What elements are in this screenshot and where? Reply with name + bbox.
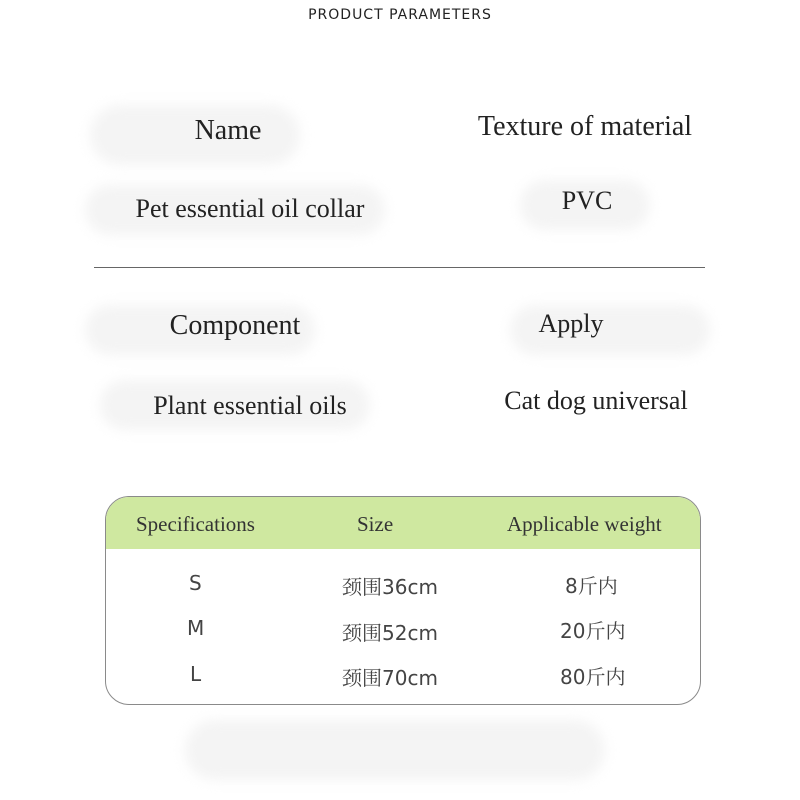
header-size: Size (357, 512, 394, 536)
section-divider (94, 267, 705, 268)
page-title: PRODUCT PARAMETERS (308, 7, 492, 23)
spec-table (105, 496, 701, 705)
name-label: Name (194, 115, 262, 146)
table-cell-size: 颈围70cm (342, 666, 438, 690)
table-cell-spec: L (190, 662, 202, 686)
apply-value: Cat dog universal (504, 386, 688, 415)
component-value: Plant essential oils (153, 391, 347, 420)
material-value: PVC (561, 186, 613, 215)
table-cell-weight: 8斤内 (565, 574, 618, 598)
material-label: Texture of material (477, 111, 693, 142)
component-label: Component (169, 310, 301, 341)
table-cell-weight: 80斤内 (560, 665, 626, 689)
table-cell-size: 颈围36cm (342, 575, 438, 599)
table-cell-weight: 20斤内 (560, 619, 626, 643)
table-header-row (106, 497, 700, 549)
apply-label: Apply (538, 309, 604, 338)
background-glow (185, 720, 605, 780)
table-cell-size: 颈围52cm (342, 621, 438, 645)
table-cell-spec: S (189, 571, 202, 595)
name-value: Pet essential oil collar (135, 194, 365, 223)
header-specifications: Specifications (136, 512, 255, 536)
header-applicable-weight: Applicable weight (507, 512, 662, 536)
table-cell-spec: M (187, 616, 205, 640)
